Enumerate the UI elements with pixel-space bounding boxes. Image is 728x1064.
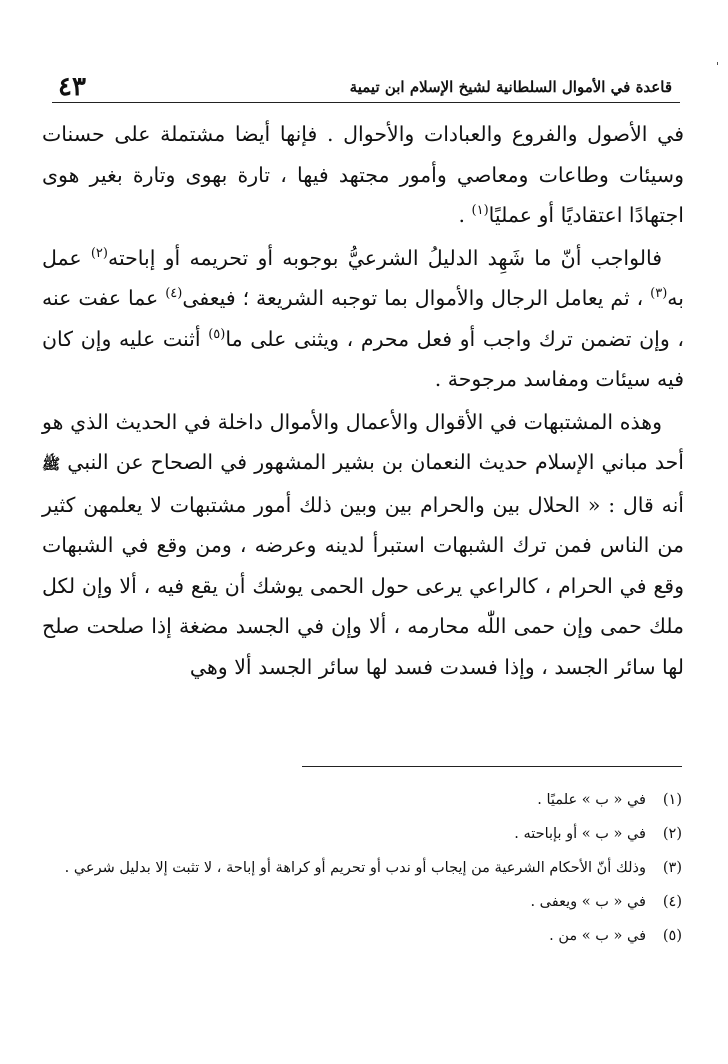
footnote <box>46 888 682 916</box>
paragraph-1-text: في الأصول والفروع والعبادات والأحوال . فإنها أيضا مشتملة على حسنات وسيئات وطاعات ومعاصي وأمور مجتهد فيها ، تارة بهوى وتارة بغير هوى اجتهادًا اعتقاديًا أو عمليًا <box>42 122 684 227</box>
footnotes <box>46 786 682 956</box>
honorific-glyph: ﷺ <box>42 455 61 473</box>
footnote-text: في « ب » علميًا . <box>537 792 646 808</box>
margin-mark: ' <box>716 60 720 73</box>
page-header <box>52 72 680 103</box>
footnote-text: وذلك أنّ الأحكام الشرعية من إيجاب أو ندب أو تحريم أو كراهة أو إباحة ، لا تثبت إلا بدليل شرعي . <box>64 860 646 876</box>
paragraph-2-text-a: فالواجب أنّ ما شَهِد الدليلُ الشرعيُّ بوجوبه أو تحريمه أو إباحته <box>107 245 662 270</box>
footnote-ref-5: (٥) <box>208 326 226 342</box>
footnote-text: في « ب » ويعفى . <box>530 894 646 910</box>
paragraph-2-text-d: عما عفت عنه ، وإن تضمن ترك واجب أو فعل محرم ، ويثنى على ما <box>42 286 684 351</box>
paragraph-2 <box>42 238 684 400</box>
footnote-ref-4: (٤) <box>165 286 183 302</box>
paragraph-2-text-b: عمل به <box>42 245 684 310</box>
footnote-text: في « ب » من . <box>549 928 646 944</box>
paragraph-3-text-b: أنه قال : « الحلال بين والحرام بين وبين ذلك أمور مشتبهات لا يعلمهن كثير من الناس فمن ترك الشبهات استبرأ لدينه وعرضه ، ومن وقع في الشبهات وقع في الحرام ، كالراعي يرعى حول الحمى يوشك أن يقع فيه ، ألا وإن لكل ملك حمى وإن حمى اللّٰه محارمه ، ألا وإن في الجسد مضغة إذا صلحت صلح لها سائر الجسد ، وإذا فسدت فسد لها سائر الجسد ألا وهي <box>42 492 684 679</box>
paragraph-2-text-e: أثنت عليه وإن كان فيه سيئات ومفاسد مرجوحة . <box>42 326 684 391</box>
footnote-number: (٥) <box>662 928 682 944</box>
running-title: قاعدة في الأموال السلطانية لشيخ الإسلام ابن تيمية <box>349 78 672 96</box>
page-number: ٤٣ <box>58 72 86 102</box>
paragraph-3 <box>42 402 684 688</box>
footnote <box>46 854 682 882</box>
paragraph-1 <box>42 114 684 236</box>
footnote-number: (٢) <box>662 826 682 842</box>
footnote-number: (٣) <box>662 860 682 876</box>
footnote <box>46 786 682 814</box>
paragraph-3-text-a: وهذه المشتبهات في الأقوال والأعمال والأموال داخلة في الحديث الذي هو أحد مباني الإسلام حديث النعمان بن بشير المشهور في الصحاح عن النبي <box>42 409 684 474</box>
paragraph-2-text-c: ، ثم يعامل الرجال والأموال بما توجبه الشريعة ؛ فيعفى <box>182 286 651 310</box>
footnote <box>46 820 682 848</box>
footnote-text: في « ب » أو بإباحته . <box>514 826 646 842</box>
main-text <box>42 114 684 689</box>
footnote-ref-2: (٢) <box>90 245 108 261</box>
footnote-separator <box>302 766 682 767</box>
footnote-ref-3: (٣) <box>650 286 668 302</box>
footnote <box>46 922 682 950</box>
footnote-ref-1: (١) <box>471 203 489 219</box>
footnote-number: (٤) <box>662 894 682 910</box>
paragraph-1-end: . <box>458 203 472 227</box>
footnote-number: (١) <box>662 792 682 808</box>
